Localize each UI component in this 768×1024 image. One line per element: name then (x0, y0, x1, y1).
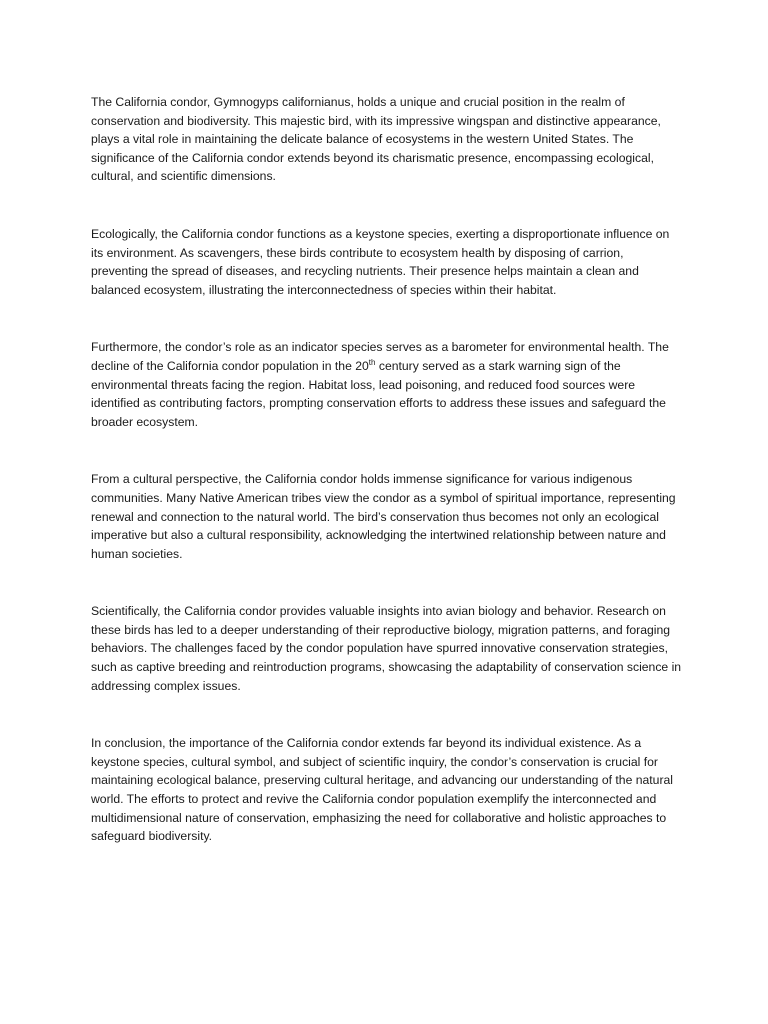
paragraph-indicator-text-before: Furthermore, the condor’s role as an indicator species serves as a barometer for environmental health. The decline of the California condor population in the 20 (91, 340, 669, 373)
paragraph-indicator-text-after: century served as a stark warning sign of the environmental threats facing the region. Habitat loss, lead poisoning, and reduced food sources were identified as contributing factors, prompting conservation efforts to address these issues and safeguard the broader ecosystem. (91, 358, 666, 429)
superscript-ordinal: th (368, 357, 376, 367)
paragraph-cultural: From a cultural perspective, the California condor holds immense significance for various indigenous communities. Many Native American tribes view the condor as a symbol of spiritual importance, representing renewal and connection to the natural world. The bird’s conservation thus becomes not only an ecological imperative but also a cultural responsibility, acknowledging the intertwined relationship between nature and human societies. (91, 472, 676, 561)
paragraph-conclusion: In conclusion, the importance of the California condor extends far beyond its individual existence. As a keystone species, cultural symbol, and subject of scientific inquiry, the condor’s conservation is crucial for maintaining ecological balance, preserving cultural heritage, and advancing our understanding of the natural world. The efforts to protect and revive the California condor population exemplify the interconnected and multidimensional nature of conservation, emphasizing the need for collaborative and holistic approaches to safeguard biodiversity. (91, 736, 673, 844)
paragraph-scientific: Scientifically, the California condor provides valuable insights into avian biology and behavior. Research on these birds has led to a deeper understanding of their reproductive biology, migration patterns, and foraging behaviors. The challenges faced by the condor population have spurred innovative conservation strategies, such as captive breeding and reintroduction programs, showcasing the adaptability of conservation science in addressing complex issues. (91, 604, 682, 693)
paragraph-indicator-species (91, 338, 683, 431)
paragraph-introduction: The California condor, Gymnogyps californianus, holds a unique and crucial position in the realm of conservation and biodiversity. This majestic bird, with its impressive wingspan and distinctive appearance, plays a vital role in maintaining the delicate balance of ecosystems in the western United States. The significance of the California condor extends beyond its charismatic presence, encompassing ecological, cultural, and scientific dimensions. (91, 95, 661, 184)
paragraph-ecological: Ecologically, the California condor functions as a keystone species, exerting a disproportionate influence on its environment. As scavengers, these birds contribute to ecosystem health by disposing of carrion, preventing the spread of diseases, and recycling nutrients. Their presence helps maintain a clean and balanced ecosystem, illustrating the interconnectedness of species within their habitat. (91, 226, 670, 297)
document-body (91, 93, 683, 885)
